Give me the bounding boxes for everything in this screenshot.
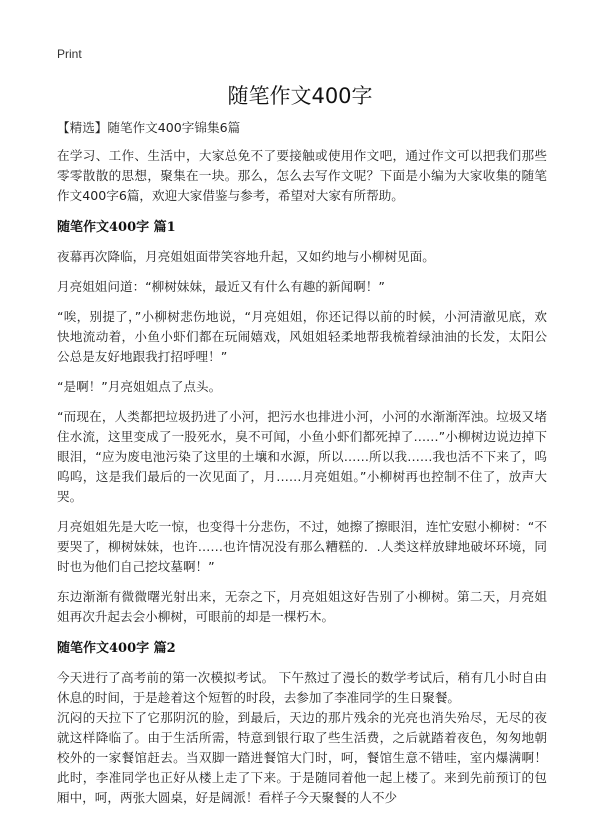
section1-paragraph: 月亮姐姐问道：“柳树妹妹，最近又有什么有趣的新闻啊！” bbox=[57, 279, 385, 294]
section1-paragraph: 月亮姐姐先是大吃一惊，也变得十分悲伤，不过，她擦了擦眼泪，连忙安慰小柳树：“不要哭了，柳树妹妹，也许……也许情况没有那么糟糕的．.人类这样放肆地破坏环境，同时也为他们自己挖坟墓啊！” bbox=[57, 519, 547, 574]
page-title: 随笔作文400字 bbox=[227, 84, 373, 108]
section-heading-2: 随笔作文400字 篇2 bbox=[57, 641, 176, 656]
print-link[interactable]: Print bbox=[57, 47, 82, 61]
section-heading-1: 随笔作文400字 篇1 bbox=[57, 220, 176, 235]
section1-paragraph: “而现在，人类都把垃圾扔进了小河，把污水也排进小河，小河的水渐渐浑浊。垃圾又堵住水流，这里变成了一股死水，臭不可闻，小鱼小虾们都死掉了……”小柳树边说边掉下眼泪，“应为废电池污染了这里的土壤和水源，所以……所以我……我也活不下来了，呜呜呜，这是我们最后的一次见面了，月……月亮姐姐。”小柳树再也控制不住了，放声大哭。 bbox=[57, 409, 547, 504]
section2-paragraph: 今天进行了高考前的第一次模拟考试。 下午熬过了漫长的数学考试后，稍有几小时自由休息的时间，于是趁着这个短暂的时段，去参加了李准同学的生日聚餐。 bbox=[57, 670, 547, 705]
section1-paragraph: 夜幕再次降临，月亮姐姐面带笑容地升起，又如约地与小柳树见面。 bbox=[57, 249, 435, 264]
article-body bbox=[57, 118, 547, 808]
section1-paragraph: “唉，别提了，”小柳树悲伤地说，“月亮姐姐，你还记得以前的时候，小河清澈见底，欢快地流动着，小鱼小虾们都在玩闹嬉戏，风姐姐轻柔地帮我梳着绿油油的长发，太阳公公总是友好地跟我打招呼哩！” bbox=[57, 309, 547, 364]
section1-paragraph: 东边渐渐有微微曙光射出来，无奈之下，月亮姐姐这好告别了小柳树。第二天，月亮姐姐再次升起去会小柳树，可眼前的却是一棵朽木。 bbox=[57, 589, 547, 624]
lead-paragraph: 在学习、工作、生活中，大家总免不了要接触或使用作文吧，通过作文可以把我们那些零零散散的思想，聚集在一块。那么，怎么去写作文呢？下面是小编为大家收集的随笔作文400字6篇，欢迎大家借鉴与参考，希望对大家有所帮助。 bbox=[57, 148, 547, 203]
intro-line: 【精选】随笔作文400字锦集6篇 bbox=[57, 120, 241, 135]
section1-paragraph: “是啊！”月亮姐姐点了点头。 bbox=[57, 379, 222, 394]
section2-paragraph: 沉闷的天拉下了它那阴沉的脸，到最后，天边的那片残余的光亮也消失殆尽，无尽的夜就这样降临了。由于生活所需，特意到银行取了些生活费，之后就踏着夜色，匆匆地朝校外的一家餐馆赶去。当双脚一踏进餐馆大门时，呵，餐馆生意不错哇，室内爆满啊！此时，李准同学也正好从楼上走了下来。于是随同着他一起上楼了。来到先前预订的包厢中，呵，两张大圆桌，好是阔派！看样子今天聚餐的人不少 bbox=[57, 710, 547, 805]
